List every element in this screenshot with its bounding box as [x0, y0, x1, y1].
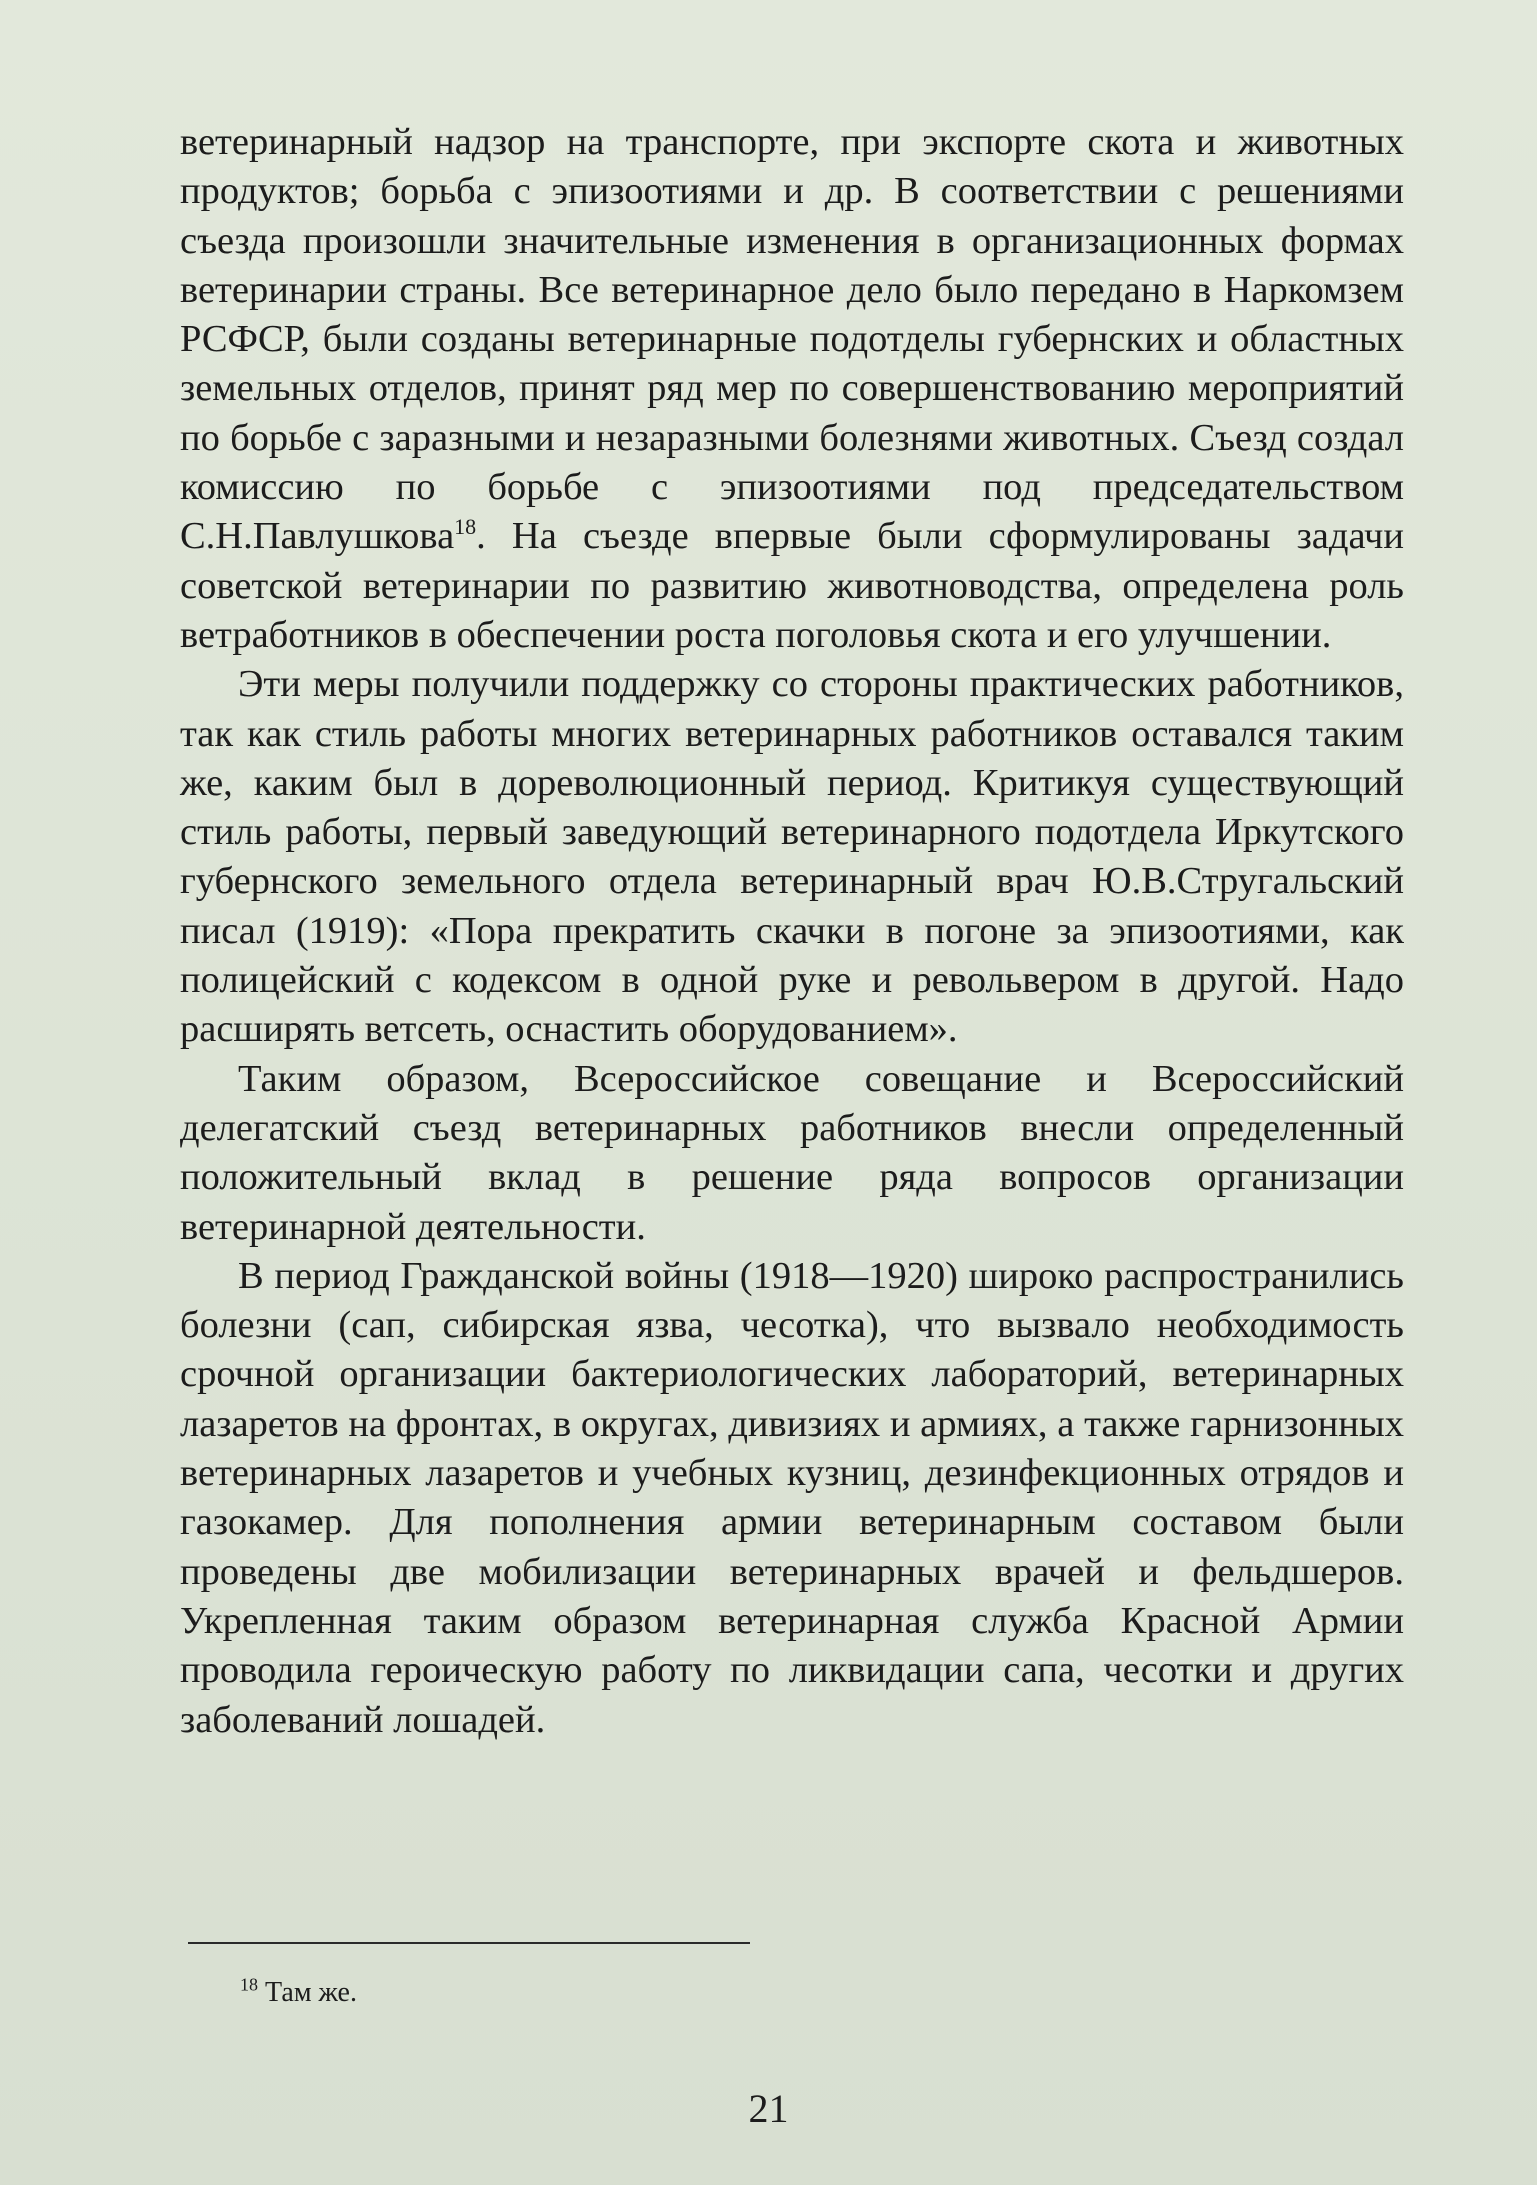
page-number: 21	[748, 2086, 789, 2131]
paragraph-2: Эти меры получили поддержку со стороны практических работников, так как стиль работы многих ветеринарных работников оставался таким же, каким был в дореволюционный период. Критикуя существующий стиль работы, первый заведующий ветеринарного подотдела Иркутского губернского земельного отдела ветеринарный врач Ю.В.Стругальский писал (1919): «Пора прекратить скачки в погоне за эпизоотиями, как полицейский с кодексом в одной руке и револьвером в другой. Надо расширять ветсеть, оснастить оборудованием».	[180, 663, 1404, 1051]
paragraph-1-text-before: ветеринарный надзор на транспорте, при экспорте скота и животных продуктов; борьба с эпизоотиями и др. В соответствии с решениями съезда произошли значительные изменения в организационных формах ветеринарии страны. Все ветеринарное дело было передано в Наркомзем РСФСР, были созданы ветеринарные подотделы губернских и областных земельных отделов, принят ряд мер по совершенствованию мероприятий по борьбе с заразными и незаразными болезнями животных. Съезд создал комиссию по борьбе с эпизоотиями под председательством С.Н.Павлушкова	[180, 121, 1404, 558]
footnote	[240, 1975, 357, 2011]
footnote-number: 18	[240, 1974, 258, 1995]
footnote-divider	[188, 1942, 750, 1944]
paragraph-1	[180, 118, 1404, 660]
footnote-reference: 18	[454, 514, 477, 540]
footnote-text: Там же.	[258, 1977, 357, 2008]
paragraph-4: В период Гражданской войны (1918—1920) широко распространились болезни (сап, сибирская язва, чесотка), что вызвало необходимость срочной организации бактериологических лабораторий, ветеринарных лазаретов на фронтах, в округах, дивизиях и армиях, а также гарнизонных ветеринарных лазаретов и учебных кузниц, дезинфекционных отрядов и газокамер. Для пополнения армии ветеринарным составом были проведены две мобилизации ветеринарных врачей и фельдшеров. Укрепленная таким образом ветеринарная служба Красной Армии проводила героическую работу по ликвидации сапа, чесотки и других заболеваний лошадей.	[180, 1254, 1404, 1741]
paragraph-1-text-after: . На съезде впервые были сформулированы задачи советской ветеринарии по развитию животноводства, определена роль ветработников в обеспечении роста поголовья скота и его улучшении.	[180, 515, 1404, 656]
paragraph-3: Таким образом, Всероссийское совещание и Всероссийский делегатский съезд ветеринарных работников внесли определенный положительный вклад в решение ряда вопросов организации ветеринарной деятельности.	[180, 1057, 1404, 1248]
main-text	[180, 118, 1404, 1745]
